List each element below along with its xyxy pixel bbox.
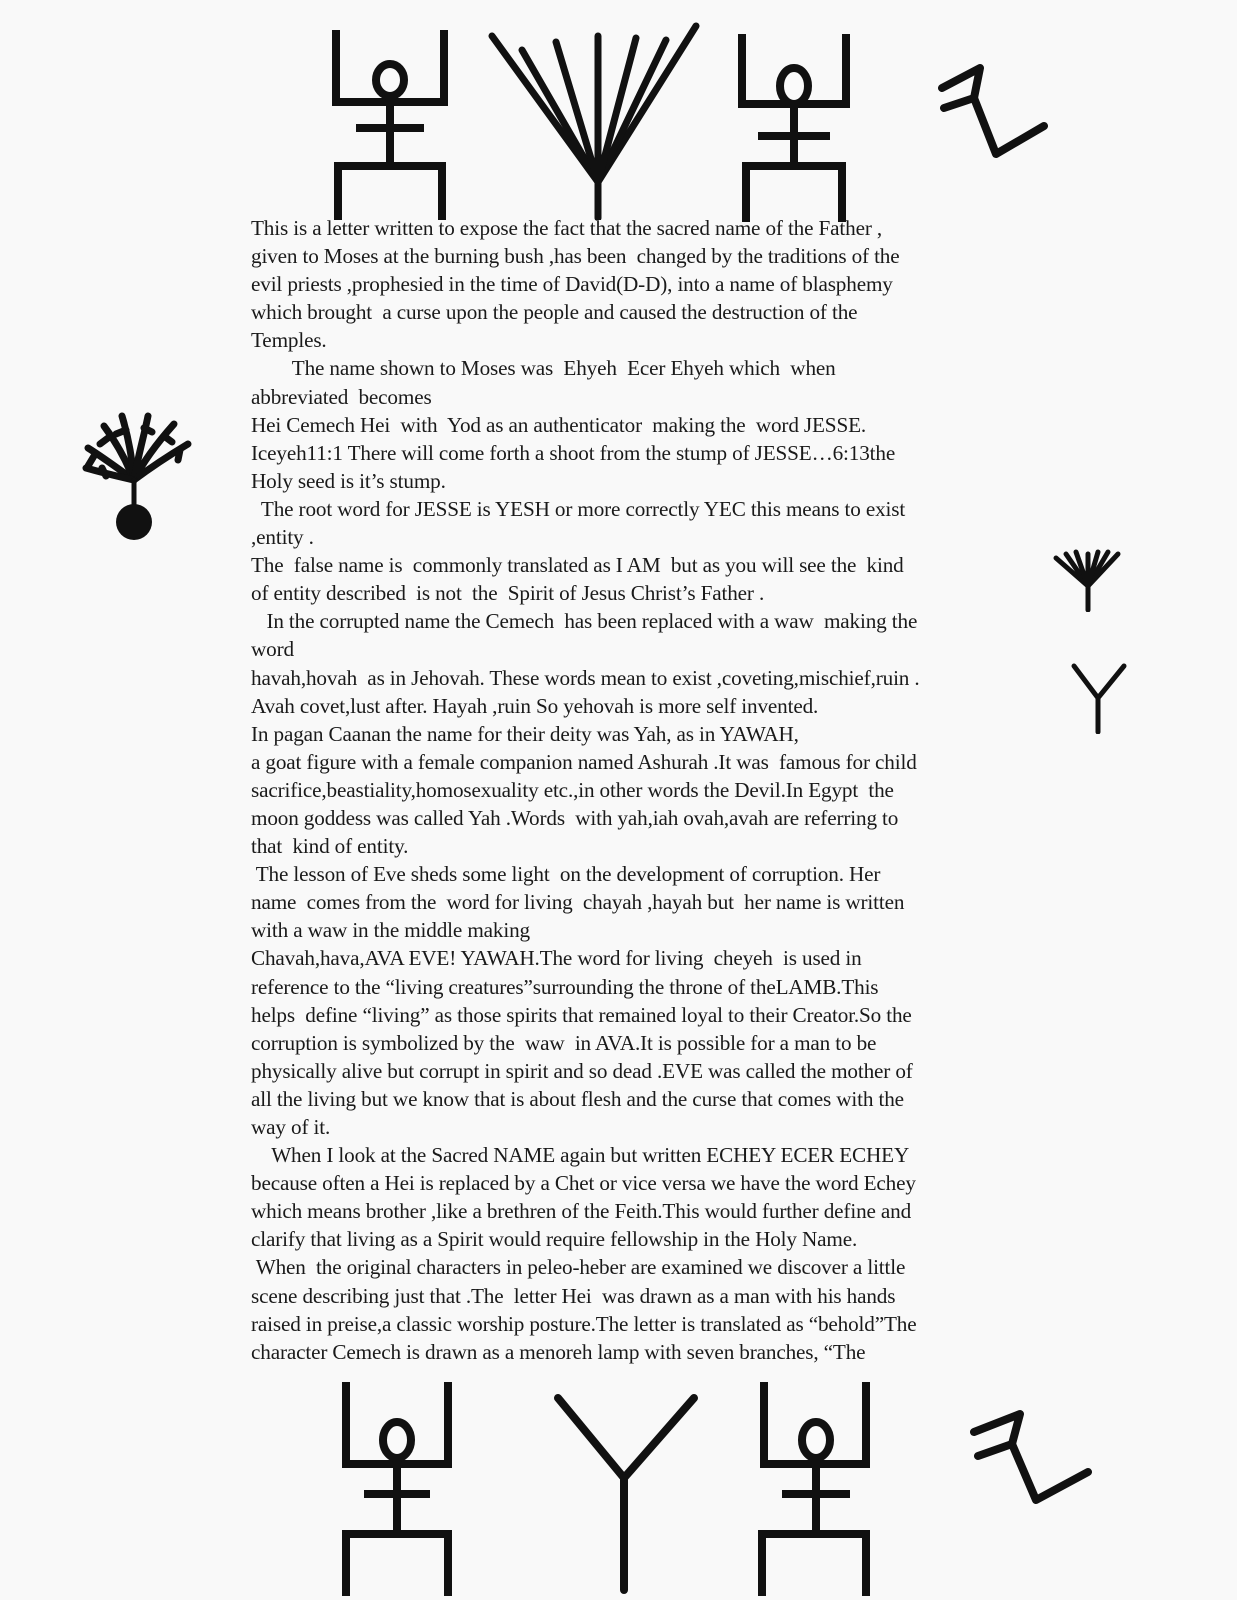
letter-line: given to Moses at the burning bush ,has been changed by the traditions of the [251,244,900,269]
letter-line: name comes from the word for living chayah ,hayah but her name is written [251,890,905,915]
letter-line: scene describing just that .The letter Hei was drawn as a man with his hands [251,1283,896,1308]
shoot-from-stump-icon [82,410,194,544]
yod-zigzag-icon [938,60,1050,164]
letter-line: This is a letter written to expose the fact that the sacred name of the Father , [251,216,883,240]
letter-line: raised in preise,a classic worship posture.The letter is translated as “behold”The [251,1311,917,1336]
letter-line: word [251,637,294,662]
letter-line: helps define “living” as those spirits that remained loyal to their Creator.So the [251,1002,912,1027]
letter-line: The root word for JESSE is YESH or more correctly YEC this means to exist [251,496,906,521]
letter-line: evil priests ,prophesied in the time of David(D-D), into a name of blasphemy [251,272,893,297]
letter-line: corruption is symbolized by the waw in AVA.It is possible for a man to be [251,1030,877,1055]
letter-line: ,entity . [251,525,314,550]
yod-zigzag-icon [970,1408,1094,1508]
letter-line: In pagan Caanan the name for their deity was Yah, as in YAWAH, [251,721,799,746]
letter-line: When the original characters in peleo-heber are examined we discover a little [251,1255,906,1280]
letter-line: When I look at the Sacred NAME again but written ECHEY ECER ECHEY [251,1143,910,1168]
letter-line: havah,hovah as in Jehovah. These words mean to exist ,coveting,mischief,ruin . [251,665,920,690]
letter-line: In the corrupted name the Cemech has been replaced with a waw making the [251,609,918,634]
letter-line: Temples. [251,328,327,353]
letter-line: because often a Hei is replaced by a Chet or vice versa we have the word Echey [251,1171,916,1196]
letter-line: The name shown to Moses was Ehyeh Ecer Ehyeh which when [251,356,836,381]
letter-line: Avah covet,lust after. Hayah ,ruin So yehovah is more self invented. [251,693,819,718]
letter-body [251,214,1041,1366]
letter-line: way of it. [251,1115,331,1139]
letter-line: which means brother ,like a brethren of the Feith.This would further define and [251,1199,912,1224]
letter-line: Chavah,hava,AVA EVE! YAWAH.The word for living cheyeh is used in [251,946,862,971]
letter-line: Holy seed is it’s stump. [251,468,446,493]
cemech-menorah-icon [486,22,702,220]
hei-figure-icon [756,1382,872,1596]
hei-figure-icon [736,34,852,222]
letter-line: sacrifice,beastiality,homosexuality etc.,in other words the Devil.In Egypt the [251,777,894,802]
letter-line: of entity described is not the Spirit of Jesus Christ’s Father . [251,581,765,606]
letter-line: moon goddess was called Yah .Words with yah,iah ovah,avah are referring to [251,805,899,830]
letter-line: clarify that living as a Spirit would require fellowship in the Holy Name. [251,1227,858,1252]
waw-fork-icon [552,1394,700,1594]
letter-line: The false name is commonly translated as I AM but as you will see the kind [251,553,904,578]
letter-line: all the living but we know that is about flesh and the curse that comes with the [251,1086,904,1111]
letter-line: The lesson of Eve sheds some light on the development of corruption. Her [251,862,881,887]
letter-line: that kind of entity. [251,834,409,859]
letter-line: Hei Cemech Hei with Yod as an authenticator making the word JESSE. [251,412,867,437]
hei-figure-icon [330,30,450,220]
hei-figure-icon [340,1382,454,1596]
letter-line: physically alive but corrupt in spirit and so dead .EVE was called the mother of [251,1058,913,1083]
letter-line: with a waw in the middle making [251,918,530,943]
letter-line: character Cemech is drawn as a menoreh lamp with seven branches, “The [251,1339,866,1364]
waw-fork-small-icon [1070,662,1130,734]
letter-line: Iceyeh11:1 There will come forth a shoot from the stump of JESSE…6:13the [251,440,896,465]
letter-line: which brought a curse upon the people and caused the destruction of the [251,300,858,325]
cemech-small-icon [1052,548,1122,612]
letter-line: a goat figure with a female companion named Ashurah .It was famous for child [251,749,917,774]
letter-line: abbreviated becomes [251,384,432,409]
letter-line: reference to the “living creatures”surrounding the throne of theLAMB.This [251,974,879,999]
